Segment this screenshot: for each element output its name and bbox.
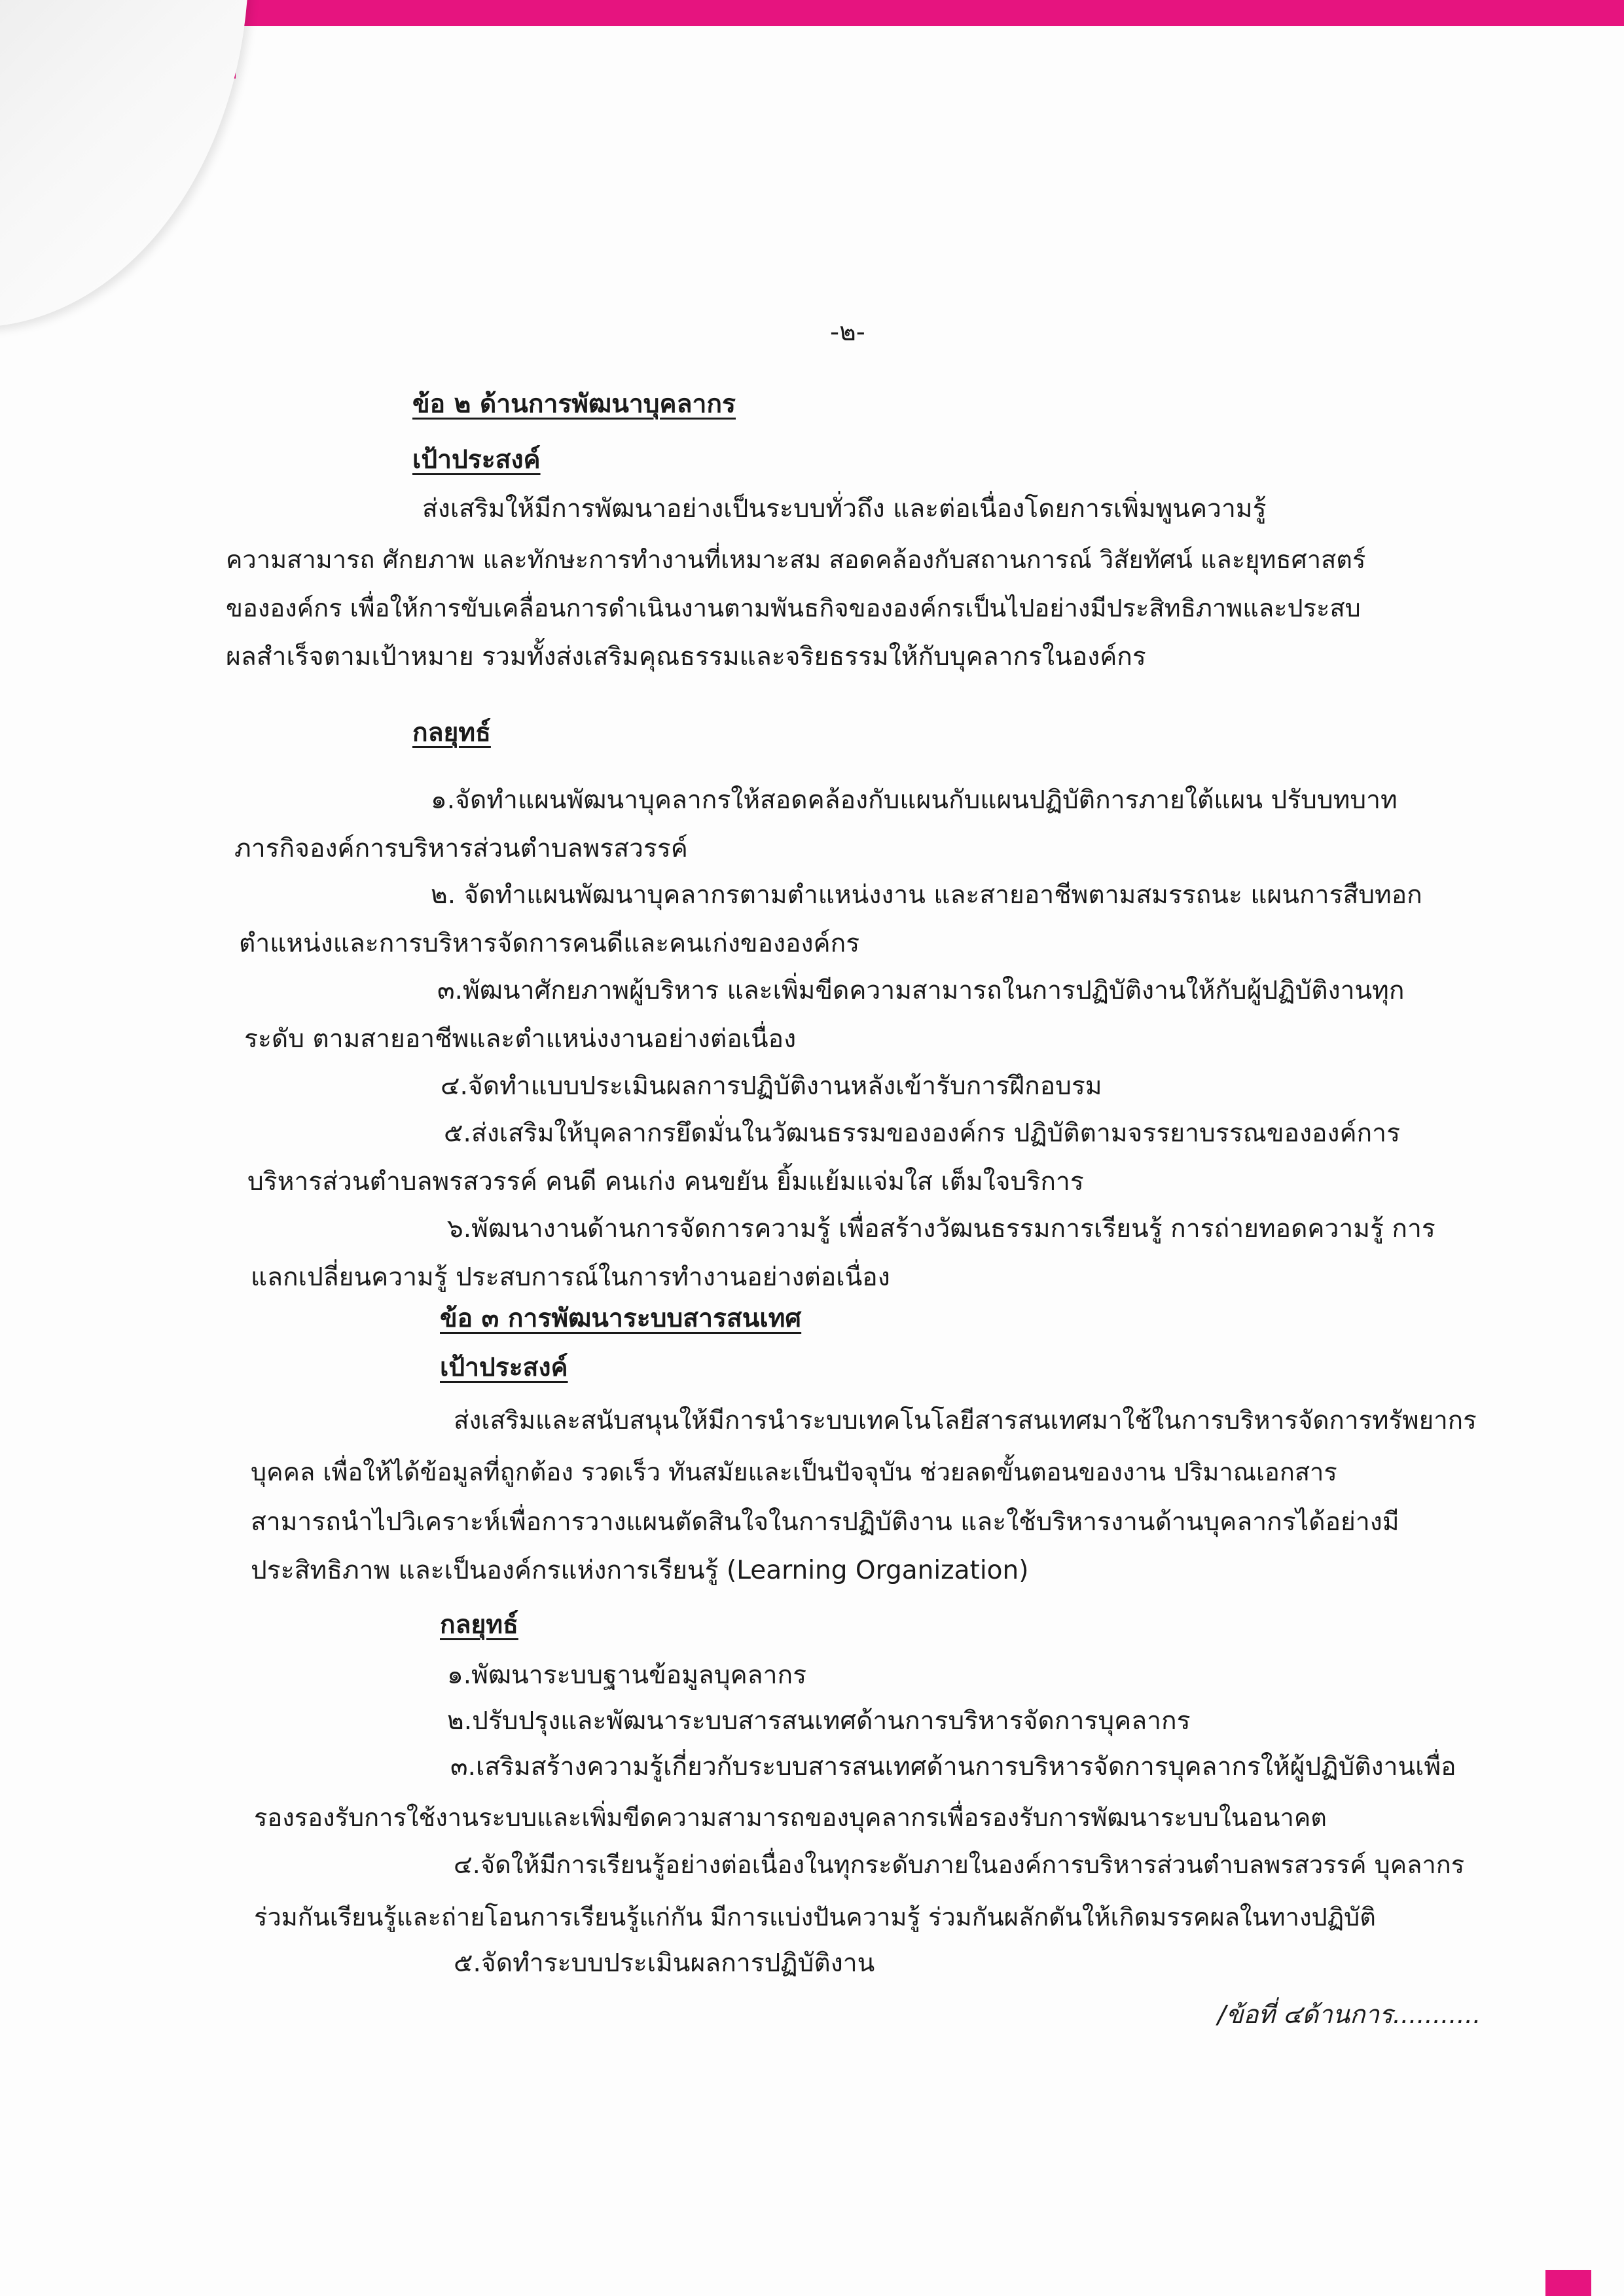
section-3-strategy-line: รองรองรับการใช้งานระบบและเพิ่มขีดความสามารถของบุคลากรเพื่อรองรับการพัฒนาระบบในอนาคต — [254, 1803, 1327, 1832]
section-2-objective-line: ขององค์กร เพื่อให้การขับเคลื่อนการดำเนินงานตามพันธกิจขององค์กรเป็นไปอย่างมีประสิทธิภาพและประสบ — [226, 594, 1361, 622]
page-number: -๒- — [830, 317, 865, 347]
section-2-heading: ข้อ ๒ ด้านการพัฒนาบุคลากร — [412, 389, 736, 419]
section-2-objective-heading: เป้าประสงค์ — [412, 445, 541, 475]
section-2-strategy-line: บริหารส่วนตำบลพรสวรรค์ คนดี คนเก่ง คนขยัน ยิ้มแย้มแจ่มใส เต็มใจบริการ — [247, 1167, 1084, 1196]
section-3-objective-heading: เป้าประสงค์ — [440, 1353, 568, 1382]
folded-corner — [0, 0, 249, 327]
section-2-strategy-line: ๑.จัดทำแผนพัฒนาบุคลากรให้สอดคล้องกับแผนกับแผนปฏิบัติการภายใต้แผน ปรับบทบาท — [431, 785, 1398, 815]
section-2-objective-line: ความสามารถ ศักยภาพ และทักษะการทำงานที่เหมาะสม สอดคล้องกับสถานการณ์ วิสัยทัศน์ และยุทธศาสตร์ — [226, 545, 1366, 574]
continuation-note: /ข้อที่ ๔ด้านการ........... — [1218, 2000, 1481, 2030]
section-2-strategy-line: ๖.พัฒนางานด้านการจัดการความรู้ เพื่อสร้างวัฒนธรรมการเรียนรู้ การถ่ายทอดความรู้ การ — [447, 1214, 1435, 1244]
section-2-strategy-line: ๔.จัดทำแบบประเมินผลการปฏิบัติงานหลังเข้ารับการฝึกอบรม — [441, 1071, 1102, 1101]
section-2-strategy-line: ๕.ส่งเสริมให้บุคลากรยึดมั่นในวัฒนธรรมขององค์กร ปฏิบัติตามจรรยาบรรณขององค์การ — [444, 1119, 1401, 1148]
section-3-strategy-line: ๑.พัฒนาระบบฐานข้อมูลบุคลากร — [447, 1660, 807, 1690]
section-3-objective-line: บุคคล เพื่อให้ได้ข้อมูลที่ถูกต้อง รวดเร็ว ทันสมัยและเป็นปัจจุบัน ช่วยลดขั้นตอนของงาน ปริมาณเอกสาร — [251, 1458, 1337, 1486]
section-2-strategy-line: ๒. จัดทำแผนพัฒนาบุคลากรตามตำแหน่งงาน และสายอาชีพตามสมรรถนะ แผนการสืบทอก — [431, 880, 1422, 910]
section-2-strategy-line: ภารกิจองค์การบริหารส่วนตำบลพรสวรรค์ — [234, 834, 688, 863]
section-2-strategy-line: ตำแหน่งและการบริหารจัดการคนดีและคนเก่งขององค์กร — [239, 929, 860, 958]
section-3-objective-line: ส่งเสริมและสนับสนุนให้มีการนำระบบเทคโนโลยีสารสนเทศมาใช้ในการบริหารจัดการทรัพยากร — [454, 1406, 1477, 1435]
section-3-strategy-heading: กลยุทธ์ — [440, 1610, 518, 1640]
section-3-objective-line: ประสิทธิภาพ และเป็นองค์กรแห่งการเรียนรู้ (Learning Organization) — [251, 1556, 1029, 1585]
section-3-strategy-line: ๒.ปรับปรุงและพัฒนาระบบสารสนเทศด้านการบริหารจัดการบุคลากร — [447, 1706, 1191, 1736]
section-3-strategy-line: ๔.จัดให้มีการเรียนรู้อย่างต่อเนื่องในทุกระดับภายในองค์การบริหารส่วนตำบลพรสวรรค์ บุคลากร — [454, 1850, 1465, 1879]
section-2-objective-line: ส่งเสริมให้มีการพัฒนาอย่างเป็นระบบทั่วถึง และต่อเนื่องโดยการเพิ่มพูนความรู้ — [422, 494, 1267, 524]
section-3-heading: ข้อ ๓ การพัฒนาระบบสารสนเทศ — [440, 1304, 802, 1333]
section-3-strategy-line: ร่วมกันเรียนรู้และถ่ายโอนการเรียนรู้แก่กัน มีการแบ่งปันความรู้ ร่วมกันผลักดันให้เกิดมรรคผลในทางปฏิบัติ — [254, 1903, 1376, 1931]
section-3-objective-line: สามารถนำไปวิเคราะห์เพื่อการวางแผนตัดสินใจในการปฏิบัติงาน และใช้บริหารงานด้านบุคลากรได้อย่างมี — [251, 1507, 1399, 1537]
section-3-strategy-line: ๓.เสริมสร้างความรู้เกี่ยวกับระบบสารสนเทศด้านการบริหารจัดการบุคลากรให้ผู้ปฏิบัติงานเพื่อ — [450, 1752, 1456, 1782]
section-2-strategy-line: แลกเปลี่ยนความรู้ ประสบการณ์ในการทำงานอย่างต่อเนื่อง — [251, 1263, 890, 1292]
section-2-strategy-line: ๓.พัฒนาศักยภาพผู้บริหาร และเพิ่มขีดความสามารถในการปฏิบัติงานให้กับผู้ปฏิบัติงานทุก — [437, 976, 1405, 1005]
section-2-strategy-line: ระดับ ตามสายอาชีพและตำแหน่งงานอย่างต่อเนื่อง — [244, 1024, 797, 1054]
background-strip-bottom — [1545, 2270, 1591, 2296]
section-3-strategy-line: ๕.จัดทำระบบประเมินผลการปฏิบัติงาน — [454, 1948, 875, 1978]
section-2-strategy-heading: กลยุทธ์ — [412, 718, 491, 747]
section-2-objective-line: ผลสำเร็จตามเป้าหมาย รวมทั้งส่งเสริมคุณธรรมและจริยธรรมให้กับบุคลากรในองค์กร — [226, 642, 1146, 672]
